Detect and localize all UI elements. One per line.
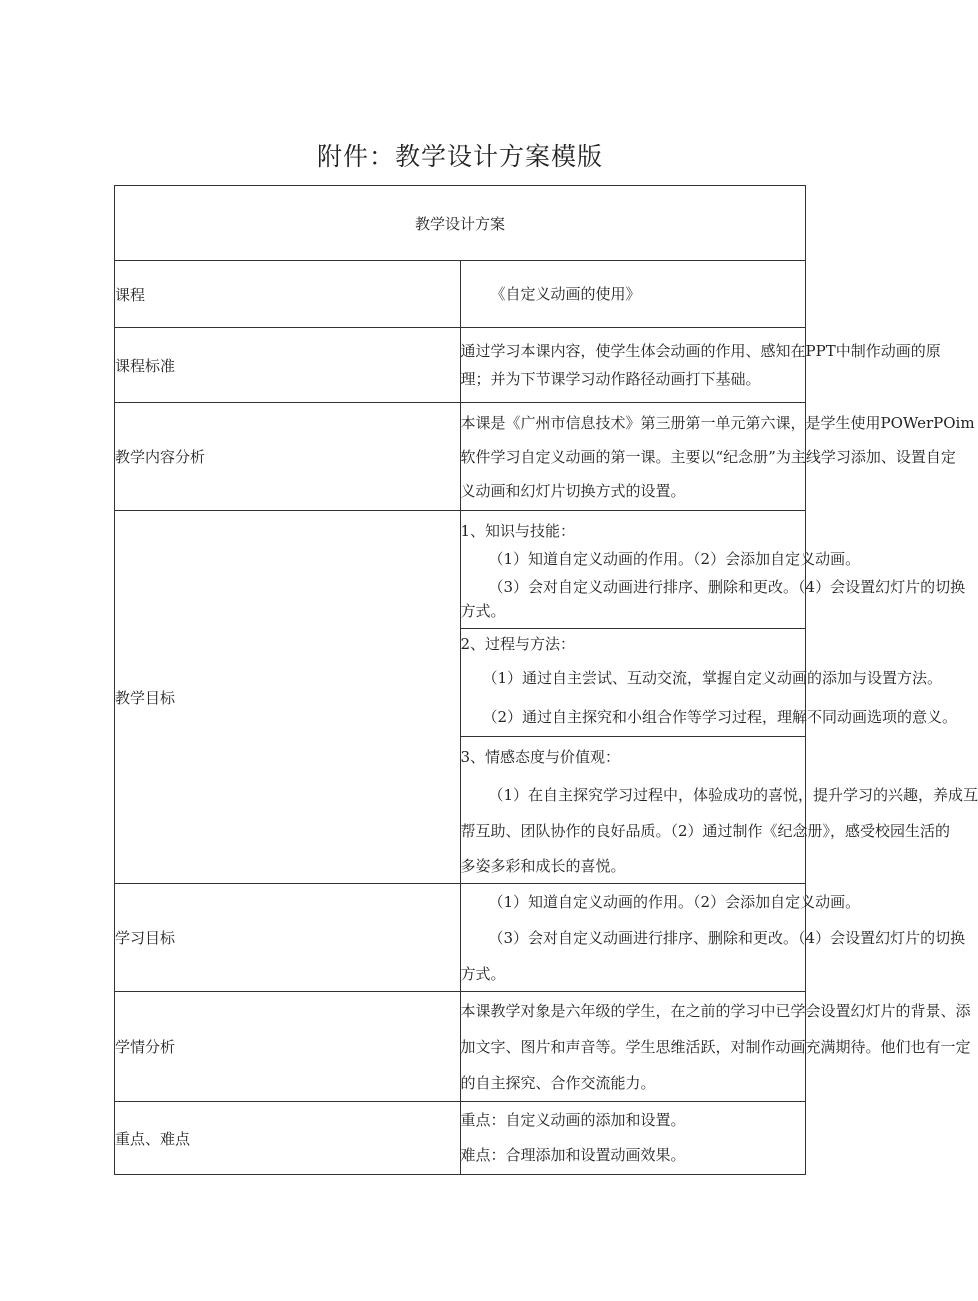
student-analysis-label: 学情分析 bbox=[115, 992, 461, 1102]
table-header-row bbox=[115, 186, 806, 261]
standard-label: 课程标准 bbox=[115, 328, 461, 403]
student-analysis-line: 加文字、图片和声音等。学生思维活跃，对制作动画充满期待。他们也有一定 bbox=[460, 1037, 971, 1056]
page-title: 附件：教学设计方案模版 bbox=[316, 142, 603, 171]
student-analysis-row bbox=[115, 992, 806, 1102]
course-label: 课程 bbox=[115, 261, 461, 328]
knowledge-line: （3）会对自定义动画进行排序、删除和更改。（4）会设置幻灯片的切换 bbox=[488, 577, 966, 596]
learning-goals-row bbox=[115, 884, 806, 992]
student-analysis-line: 本课教学对象是六年级的学生，在之前的学习中已学会设置幻灯片的背景、添 bbox=[460, 1001, 971, 1020]
course-value-cell bbox=[460, 261, 806, 328]
learning-goals-line: 方式。 bbox=[460, 964, 506, 983]
content-analysis-line: 义动画和幻灯片切换方式的设置。 bbox=[460, 481, 686, 500]
content-analysis-label: 教学内容分析 bbox=[115, 403, 461, 511]
process-method-cell bbox=[460, 629, 958, 737]
content-analysis-line: 本课是《广州市信息技术》第三册第一单元第六课，是学生使用POWerPOim bbox=[460, 413, 975, 432]
learning-goals-line: （1）知道自定义动画的作用。（2）会添加自定义动画。 bbox=[488, 892, 861, 911]
teaching-goals-row-1 bbox=[115, 511, 806, 629]
standard-content bbox=[460, 328, 941, 403]
standard-line: 理；并为下节课学习动作路径动画打下基础。 bbox=[460, 370, 761, 388]
teaching-goals-label: 教学目标 bbox=[115, 511, 461, 884]
student-analysis-line: 的自主探究、合作交流能力。 bbox=[460, 1073, 656, 1092]
process-heading: 2、过程与方法： bbox=[460, 634, 576, 653]
table-header: 教学设计方案 bbox=[115, 186, 806, 261]
difficult-point-line: 难点：合理添加和设置动画效果。 bbox=[460, 1146, 686, 1164]
emotion-line: 帮互助、团队协作的良好品质。（2）通过制作《纪念册》，感受校园生活的 bbox=[460, 822, 951, 840]
emotion-heading: 3、情感态度与价值观： bbox=[460, 748, 621, 766]
student-analysis-content bbox=[460, 992, 971, 1102]
key-points-content bbox=[460, 1102, 806, 1175]
process-line: （1）通过自主尝试、互动交流，掌握自定义动画的添加与设置方法。 bbox=[482, 668, 943, 687]
emotion-line: 多姿多彩和成长的喜悦。 bbox=[460, 857, 626, 875]
process-line: （2）通过自主探究和小组合作等学习过程，理解不同动画选项的意义。 bbox=[482, 707, 958, 726]
content-analysis-line: 软件学习自定义动画的第一课。主要以“纪念册”为主线学习添加、设置自定 bbox=[460, 447, 956, 466]
key-point-line: 重点：自定义动画的添加和设置。 bbox=[460, 1111, 686, 1129]
standard-line: 通过学习本课内容，使学生体会动画的作用、感知在PPT中制作动画的原 bbox=[460, 342, 941, 360]
knowledge-heading: 1、知识与技能： bbox=[460, 521, 576, 540]
teaching-plan-table bbox=[114, 185, 978, 1175]
learning-goals-content bbox=[460, 884, 966, 992]
knowledge-line: 方式。 bbox=[460, 601, 506, 620]
course-value: 《自定义动画的使用》 bbox=[490, 285, 641, 303]
learning-goals-label: 学习目标 bbox=[115, 884, 461, 992]
knowledge-skills-cell bbox=[460, 511, 966, 629]
course-row bbox=[115, 261, 806, 328]
content-analysis-row bbox=[115, 403, 806, 511]
key-points-row bbox=[115, 1102, 806, 1175]
emotion-values-cell bbox=[460, 737, 978, 884]
knowledge-line: （1）知道自定义动画的作用。（2）会添加自定义动画。 bbox=[488, 549, 861, 568]
standard-row bbox=[115, 328, 806, 403]
learning-goals-line: （3）会对自定义动画进行排序、删除和更改。（4）会设置幻灯片的切换 bbox=[488, 928, 966, 947]
emotion-line: （1）在自主探究学习过程中，体验成功的喜悦，提升学习的兴趣，养成互 bbox=[488, 786, 978, 804]
key-points-label: 重点、难点 bbox=[115, 1102, 461, 1175]
content-analysis-content bbox=[460, 403, 975, 511]
